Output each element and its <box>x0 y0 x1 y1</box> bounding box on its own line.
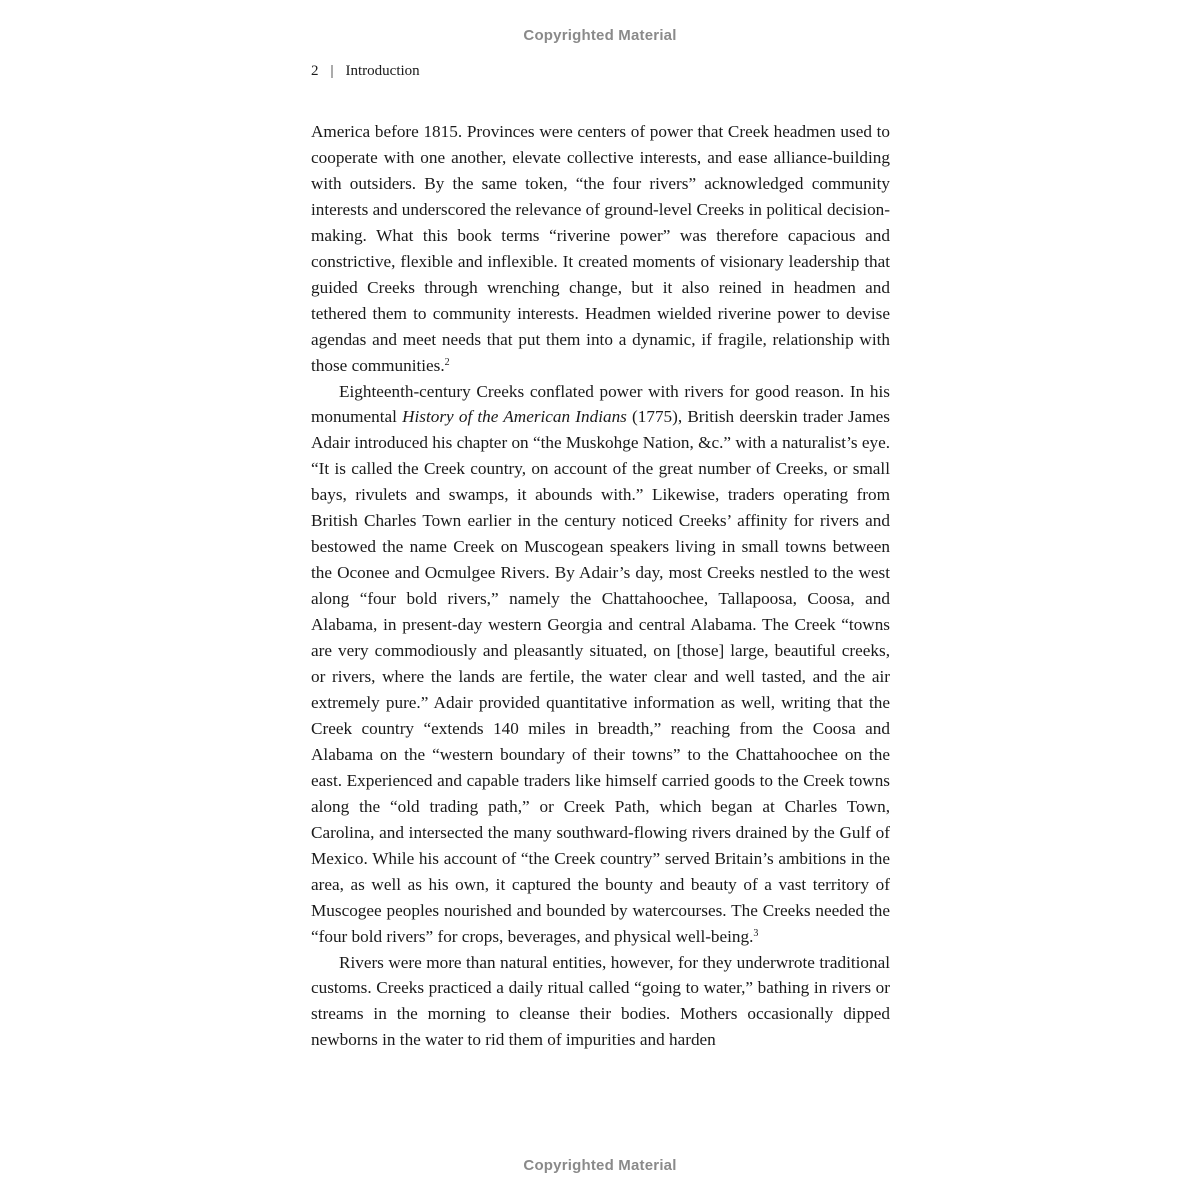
paragraph-3 <box>311 950 890 1054</box>
paragraph-2-text-b: (1775), British deerskin trader James Adair introduced his chapter on “the Muskohge Nation, &c.” with a naturalist’s eye. “It is called the Creek country, on account of the great number of Creeks, or small bays, rivulets and swamps, it abounds with.” Likewise, traders operating from British Charles Town earlier in the century noticed Creeks’ affinity for rivers and bestowed the name Creek on Muscogean speakers living in small towns between the Oconee and Ocmulgee Rivers. By Adair’s day, most Creeks nestled to the west along “four bold rivers,” namely the Chattahoochee, Tallapoosa, Coosa, and Alabama, in present-day western Georgia and central Alabama. The Creek “towns are very commodiously and pleasantly situated, on [those] large, beautiful creeks, or rivers, where the lands are fertile, the water clear and well tasted, and the air extremely pure.” Adair provided quantitative information as well, writing that the Creek country “extends 140 miles in breadth,” reaching from the Coosa and Alabama on the “western boundary of their towns” to the Chattahoochee on the east. Experienced and capable traders like himself carried goods to the Creek towns along the “old trading path,” or Creek Path, which began at Charles Town, Carolina, and intersected the many southward-flowing rivers drained by the Gulf of Mexico. While his account of “the Creek country” served Britain’s ambitions in the area, as well as his own, it captured the bounty and beauty of a vast territory of Muscogee peoples nourished and bounded by watercourses. The Creeks needed the “four bold rivers” for crops, beverages, and physical well-being. <box>311 407 890 946</box>
paragraph-2 <box>311 379 890 950</box>
book-title: History of the American Indians <box>402 407 627 427</box>
paragraph-1 <box>311 119 890 379</box>
paragraph-3-text: Rivers were more than natural entities, however, for they underwrote traditional customs. Creeks practiced a daily ritual called “going to water,” bathing in rivers or streams in the morning to cleanse their bodies. Mothers occasionally dipped newborns in the water to rid them of impurities and harden <box>311 952 890 1050</box>
section-title: Introduction <box>345 63 420 79</box>
paragraph-1-text: America before 1815. Provinces were centers of power that Creek headmen used to cooperate with one another, elevate collective interests, and ease alliance-building with outsiders. By the same token, “the four rivers” acknowledged community interests and underscored the relevance of ground-level Creeks in political decision-making. What this book terms “riverine power” was therefore capacious and constrictive, flexible and inflexible. It created moments of visionary leadership that guided Creeks through wrenching change, but it also reined in headmen and tethered them to community interests. Headmen wielded riverine power to devise agendas and meet needs that put them into a dynamic, if fragile, relationship with those communities. <box>311 122 890 375</box>
paragraph-2-text-a: Eighteenth-century Creeks conflated power with rivers for good reason. In his monumental <box>311 381 890 427</box>
running-head-separator: | <box>330 63 334 79</box>
running-head <box>311 63 420 80</box>
page-number: 2 <box>311 63 319 79</box>
body-text <box>311 119 890 1053</box>
footnote-ref-2: 2 <box>444 356 450 368</box>
copyright-watermark-top: Copyrighted Material <box>523 27 677 44</box>
footnote-ref-3: 3 <box>753 927 759 939</box>
copyright-watermark-bottom: Copyrighted Material <box>523 1157 677 1174</box>
